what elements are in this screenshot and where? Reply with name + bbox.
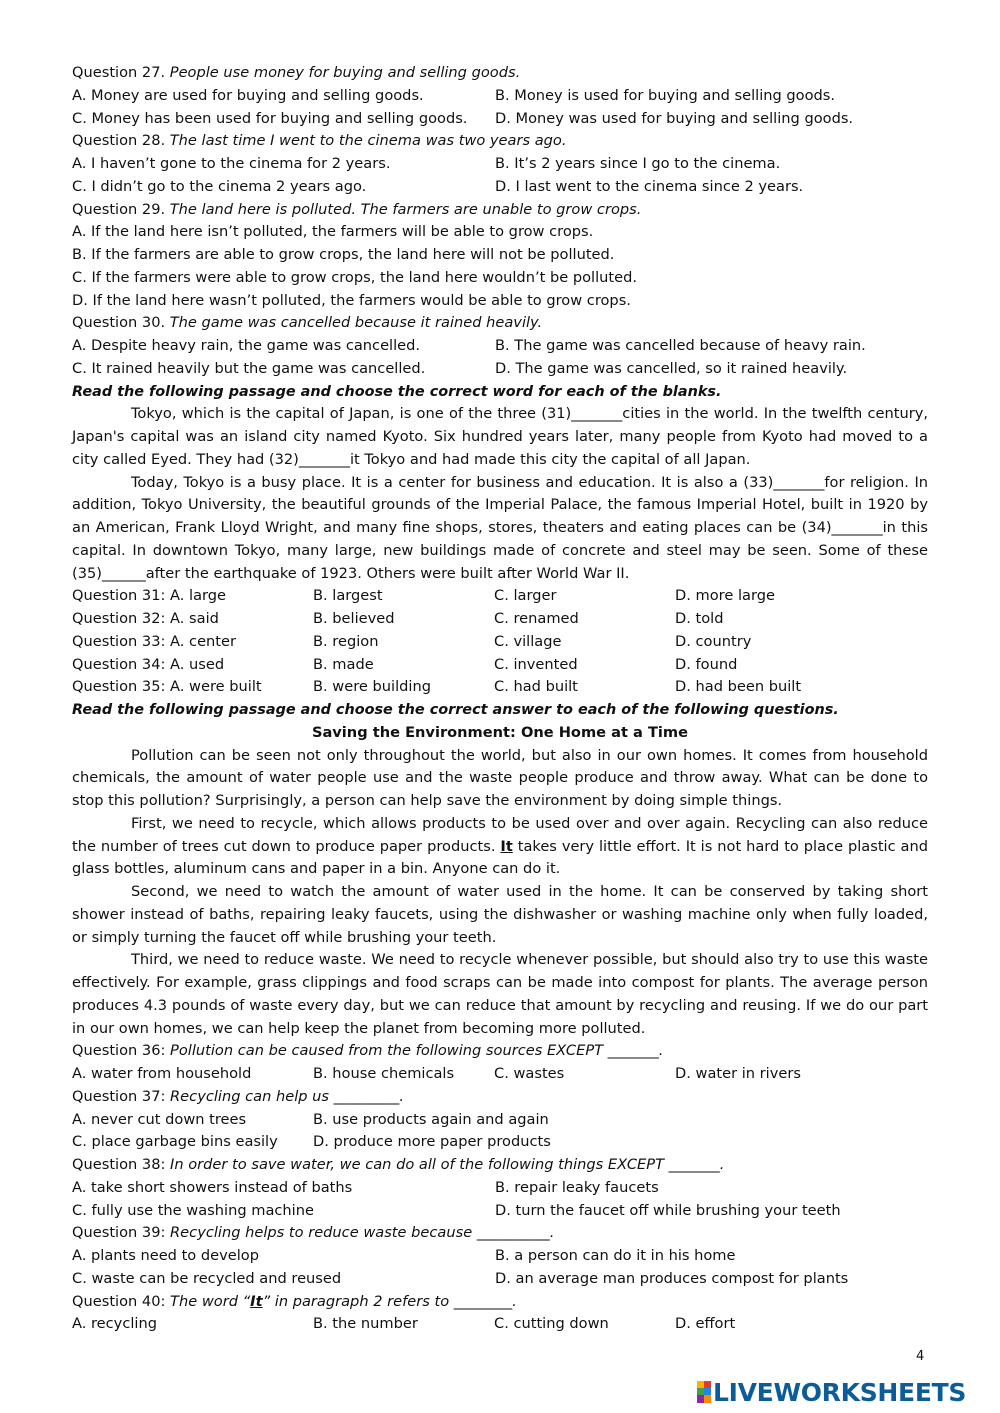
passage-paragraph: Today, Tokyo is a busy place. It is a center for business and education. It is also a (33)_______for religion. In addition, Tokyo University, the beautiful grounds of the Imperial Palace, the famous Imperial Hotel, built in 1920 by an American, Frank Lloyd Wright, and many fine shops, stores, theaters and eating places can be (34)_______in this capital. In downtown Tokyo, many large, new buildings made of concrete and steel may be seen. Some of these (35)______after the earthquake of 1923. Others were built after World War II. [72, 473, 928, 582]
option[interactable]: A. take short showers instead of baths [72, 1178, 353, 1196]
option[interactable]: C. Money has been used for buying and selling goods. [72, 109, 468, 127]
option[interactable]: B. The game was cancelled because of heavy rain. [495, 337, 866, 354]
passage-paragraph: Third, we need to reduce waste. We need to recycle whenever possible, but should also try to use this waste effectively. For example, grass clippings and food scraps can be made into compost for plants. The average person produces 4.3 pounds of waste every day, but we can reduce that amount by recycling and reusing. If we do our part in our own homes, we can help keep the planet from becoming more polluted. [72, 951, 928, 1037]
liveworksheets-logo[interactable] [697, 1377, 966, 1407]
passage-paragraph: First, we need to recycle, which allows products to be used over and over again. Recycling can also reduce the number of trees cut down to produce paper products. It takes very little effort. It is not hard to place plastic and glass bottles, aluminum cans and paper in a bin. Anyone can do it. [72, 814, 929, 878]
question-37-options-row2 [72, 1131, 928, 1154]
option[interactable]: C. fully use the washing machine [72, 1201, 314, 1219]
option[interactable]: D. told [675, 610, 724, 627]
option[interactable]: C. waste can be recycled and reused [72, 1269, 342, 1287]
option[interactable]: A. I haven’t gone to the cinema for 2 years. [72, 155, 391, 172]
question-33-row [72, 631, 928, 654]
option[interactable]: B. made [313, 655, 374, 673]
option[interactable]: D. The game was cancelled, so it rained heavily. [495, 359, 848, 377]
question-30-options-row1 [72, 335, 928, 358]
option[interactable]: A. If the land here isn’t polluted, the farmers will be able to grow crops. [72, 223, 594, 241]
option[interactable]: C. larger [494, 587, 557, 605]
option[interactable]: D. I last went to the cinema since 2 years. [495, 177, 804, 195]
option[interactable]: D. found [675, 655, 738, 673]
option[interactable]: D. water in rivers [675, 1065, 801, 1082]
question-32-row [72, 608, 928, 631]
passage-title: Saving the Environment: One Home at a Time [311, 723, 689, 741]
question-28-options-row2 [72, 176, 928, 199]
question-30-options-row2 [72, 358, 928, 381]
option[interactable]: B. repair leaky faucets [495, 1178, 659, 1196]
option[interactable]: D. If the land here wasn’t polluted, the farmers would be able to grow crops. [72, 291, 631, 309]
option[interactable]: D. country [675, 632, 752, 650]
option[interactable]: B. It’s 2 years since I go to the cinema. [495, 155, 781, 172]
question-40-stem: Question 40: The word “It” in paragraph 2 refers to ________. [72, 1292, 517, 1310]
section-instruction: Read the following passage and choose the correct answer to each of the following questions. [72, 702, 839, 718]
option[interactable]: C. renamed [494, 610, 579, 627]
passage-paragraph: Tokyo, which is the capital of Japan, is one of the three (31)_______cities in the world. In the twelfth century, Japan's capital was an island city named Kyoto. Six hundred years later, many people from Kyoto had moved to a city called Eyed. They had (32)_______it Tokyo and had made this city the capital of all Japan. [72, 405, 928, 468]
worksheet-page [72, 62, 928, 1336]
option[interactable]: A. recycling [72, 1315, 157, 1333]
question-38-options-row2 [72, 1200, 928, 1223]
option[interactable]: Question 32: A. said [72, 610, 219, 627]
question-27-options-row1 [72, 85, 928, 108]
option[interactable]: B. Money is used for buying and selling goods. [495, 86, 836, 104]
section-instruction: Read the following passage and choose the correct word for each of the blanks. [72, 383, 722, 400]
option[interactable]: C. place garbage bins easily [72, 1133, 278, 1151]
question-27-stem: Question 27. People use money for buying and selling goods. [72, 64, 521, 81]
option[interactable]: C. I didn’t go to the cinema 2 years ago. [72, 177, 367, 195]
question-38-options-row1 [72, 1177, 928, 1200]
question-39-options-row1 [72, 1245, 928, 1268]
option[interactable]: B. a person can do it in his home [495, 1247, 736, 1264]
page-number: 4 [916, 1349, 925, 1364]
option[interactable]: B. largest [313, 587, 383, 605]
question-31-row [72, 585, 928, 608]
question-29-stem: Question 29. The land here is polluted. The farmers are unable to grow crops. [72, 200, 642, 218]
option[interactable]: D. more large [675, 587, 775, 605]
question-36-options [72, 1063, 928, 1086]
option[interactable]: A. never cut down trees [72, 1110, 247, 1128]
question-37-options-row1 [72, 1109, 928, 1132]
option[interactable]: Question 33: A. center [72, 632, 236, 650]
option[interactable]: C. invented [494, 655, 578, 673]
option[interactable]: B. region [313, 632, 379, 650]
question-28-stem: Question 28. The last time I went to the cinema was two years ago. [72, 132, 567, 150]
underlined-word: It [500, 837, 513, 855]
question-38-stem: Question 38: In order to save water, we can do all of the following things EXCEPT _______. [72, 1156, 725, 1173]
option[interactable]: D. effort [675, 1315, 736, 1333]
underlined-word: It [250, 1292, 263, 1310]
option[interactable]: A. water from household [72, 1065, 252, 1082]
question-35-row [72, 676, 928, 699]
option[interactable]: A. Money are used for buying and selling goods. [72, 86, 424, 104]
option[interactable]: C. cutting down [494, 1315, 609, 1333]
option[interactable]: C. It rained heavily but the game was cancelled. [72, 359, 426, 377]
passage-paragraph: Pollution can be seen not only throughout the world, but also in our own homes. It comes from household chemicals, the amount of water people use and the waste people produce and throw away. What can be done to stop this pollution? Surprisingly, a person can help save the environment by doing simple things. [72, 746, 928, 809]
option[interactable]: A. Despite heavy rain, the game was cancelled. [72, 337, 421, 354]
question-37-stem: Question 37: Recycling can help us _________. [72, 1087, 404, 1105]
question-34-row [72, 654, 928, 677]
option[interactable]: C. If the farmers were able to grow crops, the land here wouldn’t be polluted. [72, 268, 637, 286]
question-28-options-row1 [72, 153, 928, 176]
option[interactable]: A. plants need to develop [72, 1247, 259, 1264]
question-39-options-row2 [72, 1268, 928, 1291]
option[interactable]: D. Money was used for buying and selling goods. [495, 109, 854, 127]
option[interactable]: Question 35: A. were built [72, 678, 262, 696]
passage-paragraph: Second, we need to watch the amount of water used in the home. It can be conserved by taking short shower instead of baths, repairing leaky faucets, using the dishwasher or washing machine only when fully loaded, or simply turning the faucet off while brushing your teeth. [72, 883, 928, 946]
option[interactable]: C. had built [494, 678, 578, 696]
question-30-stem: Question 30. The game was cancelled because it rained heavily. [72, 314, 543, 332]
option[interactable]: B. were building [313, 678, 431, 696]
question-27-options-row2 [72, 108, 928, 131]
question-40-options [72, 1313, 928, 1336]
logo-wordmark: LIVEWORKSHEETS [713, 1377, 967, 1407]
option[interactable]: C. wastes [494, 1065, 565, 1082]
option[interactable]: D. turn the faucet off while brushing your teeth [495, 1201, 841, 1219]
question-36-stem: Question 36: Pollution can be caused from the following sources EXCEPT _______. [72, 1042, 664, 1060]
option[interactable]: B. the number [313, 1315, 418, 1333]
option[interactable]: B. believed [313, 610, 395, 627]
question-39-stem: Question 39: Recycling helps to reduce waste because __________. [72, 1224, 555, 1242]
option[interactable]: Question 34: A. used [72, 655, 225, 673]
option[interactable]: D. produce more paper products [313, 1133, 551, 1151]
option[interactable]: B. use products again and again [313, 1110, 549, 1128]
option[interactable]: B. house chemicals [313, 1065, 455, 1082]
option[interactable]: D. an average man produces compost for plants [495, 1269, 849, 1287]
option[interactable]: C. village [494, 632, 562, 650]
logo-mark-icon [697, 1381, 711, 1403]
option[interactable]: D. had been built [675, 678, 802, 696]
option[interactable]: B. If the farmers are able to grow crops, the land here will not be polluted. [72, 246, 615, 263]
option[interactable]: Question 31: A. large [72, 587, 227, 605]
